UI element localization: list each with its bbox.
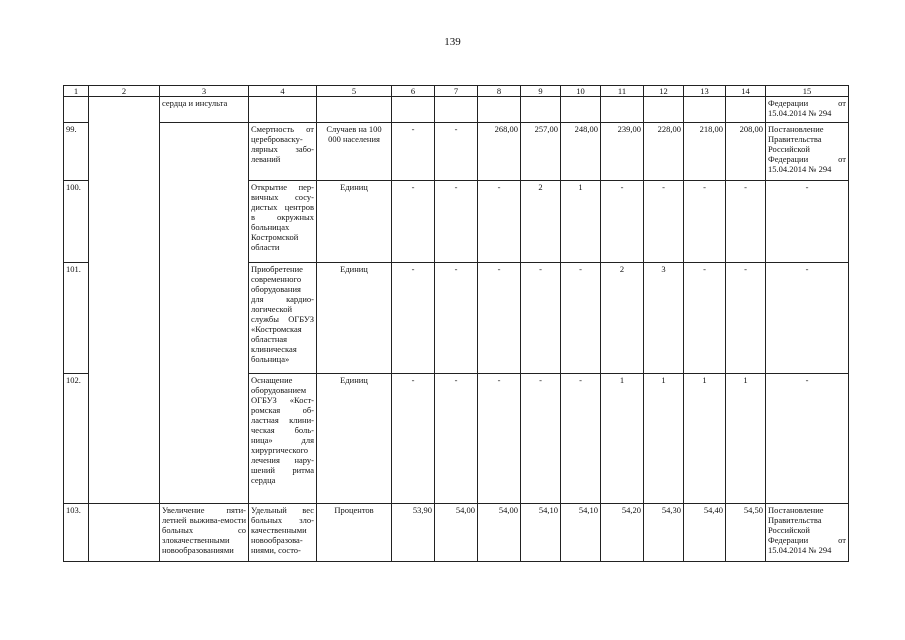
value-cell: - (726, 181, 766, 263)
header-cell: 7 (435, 86, 478, 97)
value-cell: - (644, 181, 684, 263)
indicator-cell: Оснащение оборудованием ОГБУЗ «Кост-ромская об-ластная клини-ческая боль-ница» для хирургического лечения нару-шений ритма сердца (249, 374, 317, 504)
indicators-table (63, 85, 849, 562)
value-cell: 54,00 (478, 504, 521, 562)
value-cell: 2 (521, 181, 561, 263)
indicator-cell: Смертность от цереброваску-лярных забо-леваний (249, 123, 317, 181)
value-cell: - (392, 123, 435, 181)
table-row-continuation (64, 97, 849, 123)
header-cell: 12 (644, 86, 684, 97)
source-cell: - (766, 181, 849, 263)
value-cell: 54,30 (644, 504, 684, 562)
value-cell: 1 (644, 374, 684, 504)
value-cell: - (561, 263, 601, 374)
header-cell: 9 (521, 86, 561, 97)
value-cell: - (601, 181, 644, 263)
value-cell: 54,40 (684, 504, 726, 562)
unit-cell: Единиц (317, 263, 392, 374)
value-cell: - (521, 263, 561, 374)
header-cell: 13 (684, 86, 726, 97)
value-cell: 218,00 (684, 123, 726, 181)
value-cell: - (561, 374, 601, 504)
header-cell: 10 (561, 86, 601, 97)
header-cell: 5 (317, 86, 392, 97)
group-cell (89, 97, 160, 504)
goal-cell: сердца и инсульта (160, 97, 249, 123)
header-cell: 3 (160, 86, 249, 97)
indicator-cell: Открытие пер-вичных сосу-дистых центров в окружных больницах Костромской области (249, 181, 317, 263)
value-cell: 228,00 (644, 123, 684, 181)
header-cell: 8 (478, 86, 521, 97)
source-cell: - (766, 374, 849, 504)
header-cell: 14 (726, 86, 766, 97)
source-cell: - (766, 263, 849, 374)
page-number: 139 (444, 36, 461, 48)
source-cell: Постановление Правительства Российской Федерации от 15.04.2014 № 294 (766, 123, 849, 181)
value-cell: 54,10 (561, 504, 601, 562)
value-cell: - (435, 123, 478, 181)
value-cell: - (684, 263, 726, 374)
unit-cell: Единиц (317, 181, 392, 263)
table-row (64, 123, 849, 181)
goal-cell: Увеличение пяти-летней выжива-емости больных со злокачественными новообразованиями (160, 504, 249, 562)
row-number: 103. (64, 504, 89, 562)
value-cell: 53,90 (392, 504, 435, 562)
goal-cell (160, 123, 249, 504)
value-cell: 54,10 (521, 504, 561, 562)
value-cell: - (392, 374, 435, 504)
value-cell: 208,00 (726, 123, 766, 181)
value-cell: 2 (601, 263, 644, 374)
indicator-cell: Удельный вес больных зло-качественными новообразова-ниями, состо- (249, 504, 317, 562)
unit-cell: Единиц (317, 374, 392, 504)
value-cell: - (435, 374, 478, 504)
value-cell: 54,00 (435, 504, 478, 562)
value-cell: 54,50 (726, 504, 766, 562)
value-cell: - (392, 263, 435, 374)
source-cell: Постановление Правительства Российской Федерации от 15.04.2014 № 294 (766, 504, 849, 562)
row-number: 99. (64, 123, 89, 181)
unit-cell: Случаев на 100 000 населения (317, 123, 392, 181)
table-row (64, 504, 849, 562)
header-cell: 1 (64, 86, 89, 97)
value-cell: - (478, 374, 521, 504)
value-cell: - (478, 181, 521, 263)
value-cell: 257,00 (521, 123, 561, 181)
row-number: 100. (64, 181, 89, 263)
value-cell: 3 (644, 263, 684, 374)
indicator-cell: Приобретение современного оборудования для кардио-логической службы ОГБУЗ «Костромская областная клиническая больница» (249, 263, 317, 374)
unit-cell: Процентов (317, 504, 392, 562)
value-cell: - (435, 263, 478, 374)
value-cell: - (435, 181, 478, 263)
value-cell: - (726, 263, 766, 374)
value-cell: - (392, 181, 435, 263)
header-cell: 11 (601, 86, 644, 97)
row-number: 102. (64, 374, 89, 504)
value-cell: 1 (601, 374, 644, 504)
value-cell: - (521, 374, 561, 504)
source-cell: Федерации от 15.04.2014 № 294 (766, 97, 849, 123)
header-cell: 6 (392, 86, 435, 97)
value-cell: 1 (561, 181, 601, 263)
value-cell: 268,00 (478, 123, 521, 181)
row-number: 101. (64, 263, 89, 374)
header-cell: 4 (249, 86, 317, 97)
value-cell: 239,00 (601, 123, 644, 181)
value-cell: 248,00 (561, 123, 601, 181)
value-cell: - (684, 181, 726, 263)
value-cell: - (478, 263, 521, 374)
value-cell: 1 (684, 374, 726, 504)
header-cell: 15 (766, 86, 849, 97)
value-cell: 1 (726, 374, 766, 504)
value-cell: 54,20 (601, 504, 644, 562)
header-cell: 2 (89, 86, 160, 97)
header-row (64, 86, 849, 97)
